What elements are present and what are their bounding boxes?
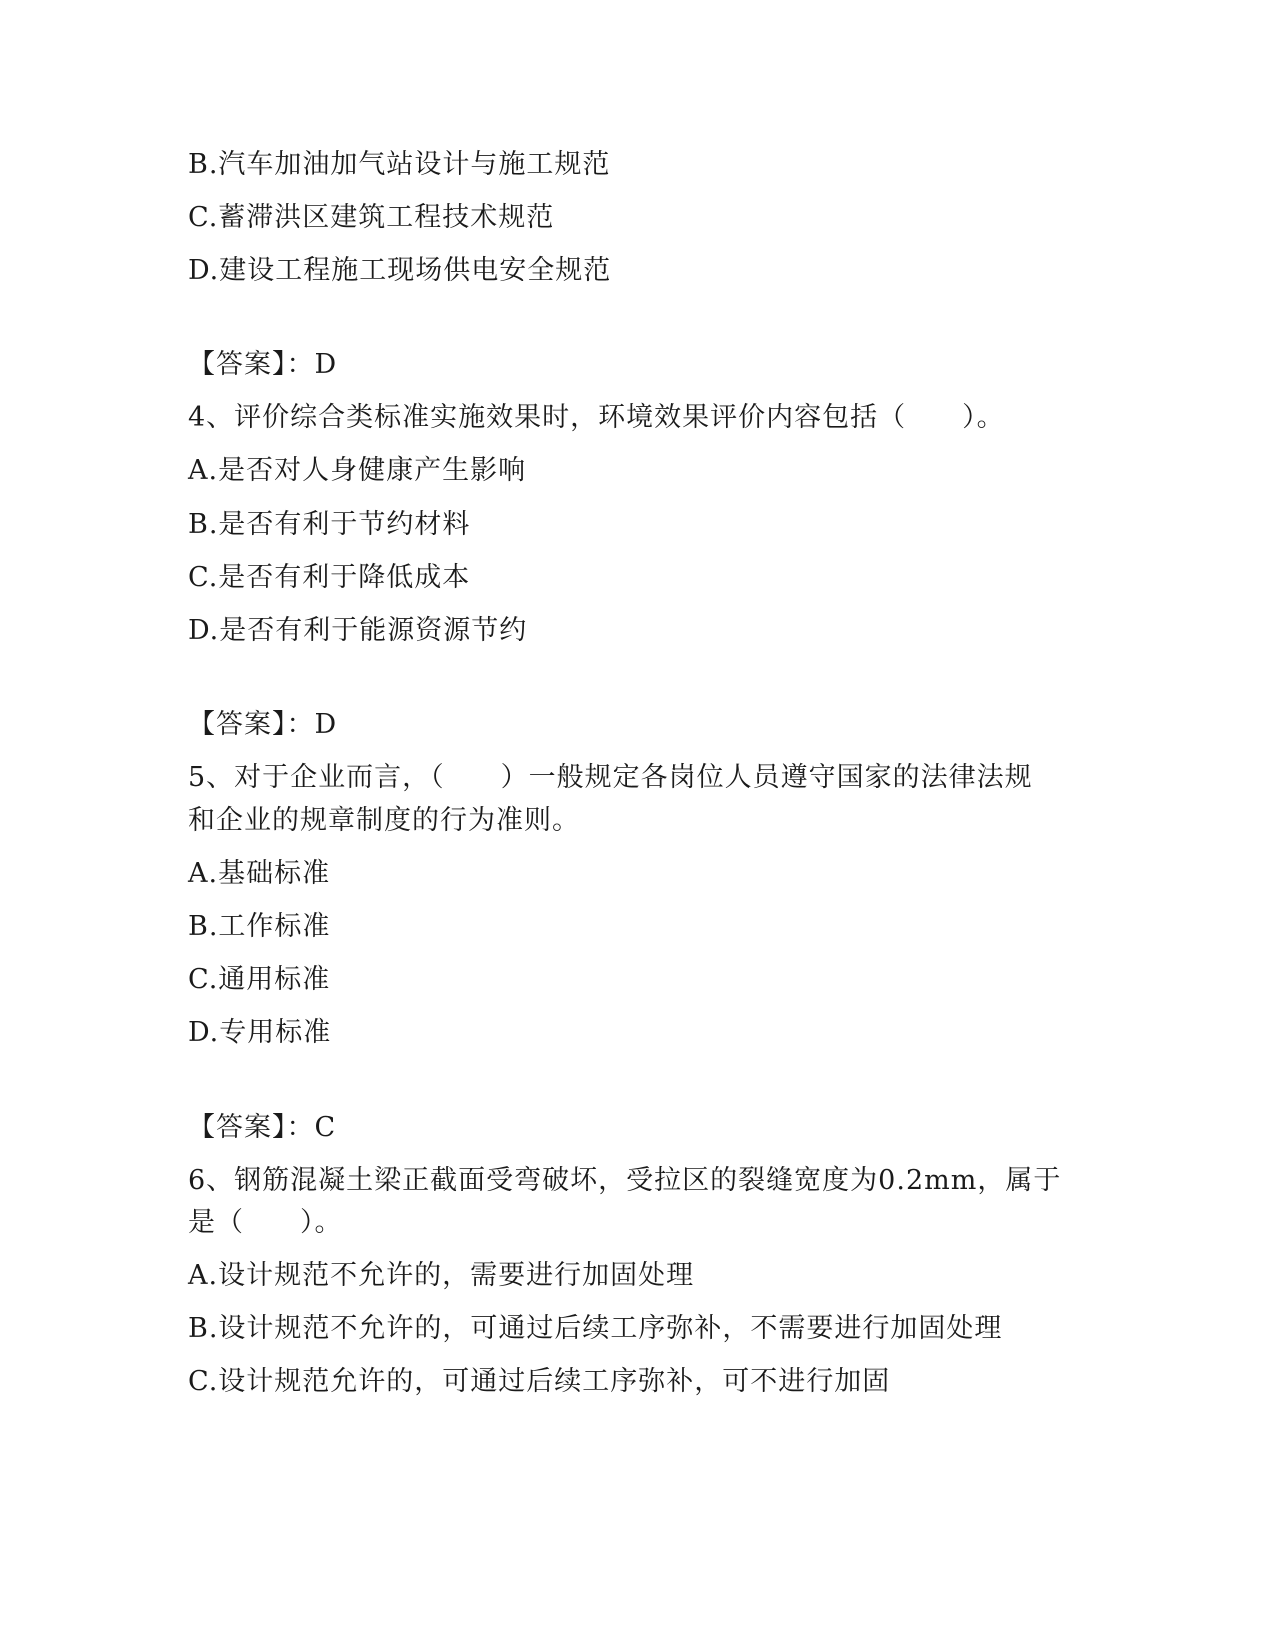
q5-question-line-1: 5、对于企业而言，（ ）一般规定各岗位人员遵守国家的法律法规 bbox=[188, 762, 1033, 793]
q5-option-c: C.通用标准 bbox=[188, 964, 331, 995]
q3-option-c: C.蓄滞洪区建筑工程技术规范 bbox=[188, 202, 555, 233]
q4-option-d: D.是否有利于能源资源节约 bbox=[188, 615, 528, 646]
q6-option-b: B.设计规范不允许的，可通过后续工序弥补，不需要进行加固处理 bbox=[188, 1313, 1003, 1344]
q5-option-d: D.专用标准 bbox=[188, 1017, 332, 1048]
q6-option-a: A.设计规范不允许的，需要进行加固处理 bbox=[188, 1260, 695, 1291]
q5-answer: 【答案】：C bbox=[188, 1112, 337, 1143]
q5-question-line-2: 和企业的规章制度的行为准则。 bbox=[188, 805, 580, 836]
q3-option-b: B.汽车加油加气站设计与施工规范 bbox=[188, 149, 611, 180]
q4-question: 4、评价综合类标准实施效果时，环境效果评价内容包括（ ）。 bbox=[188, 402, 1005, 433]
q3-option-d: D.建设工程施工现场供电安全规范 bbox=[188, 255, 612, 286]
q4-answer: 【答案】：D bbox=[188, 709, 338, 740]
q5-option-b: B.工作标准 bbox=[188, 911, 331, 942]
q4-option-a: A.是否对人身健康产生影响 bbox=[188, 455, 527, 486]
q4-option-c: C.是否有利于降低成本 bbox=[188, 562, 471, 593]
q6-question-line-1: 6、钢筋混凝土梁正截面受弯破坏，受拉区的裂缝宽度为0.2mm，属于 bbox=[188, 1165, 1062, 1196]
q6-question-line-2: 是（ ）。 bbox=[188, 1207, 343, 1238]
q3-answer: 【答案】：D bbox=[188, 349, 338, 380]
q6-option-c: C.设计规范允许的，可通过后续工序弥补，可不进行加固 bbox=[188, 1366, 891, 1397]
q4-option-b: B.是否有利于节约材料 bbox=[188, 509, 471, 540]
q5-option-a: A.基础标准 bbox=[188, 858, 331, 889]
